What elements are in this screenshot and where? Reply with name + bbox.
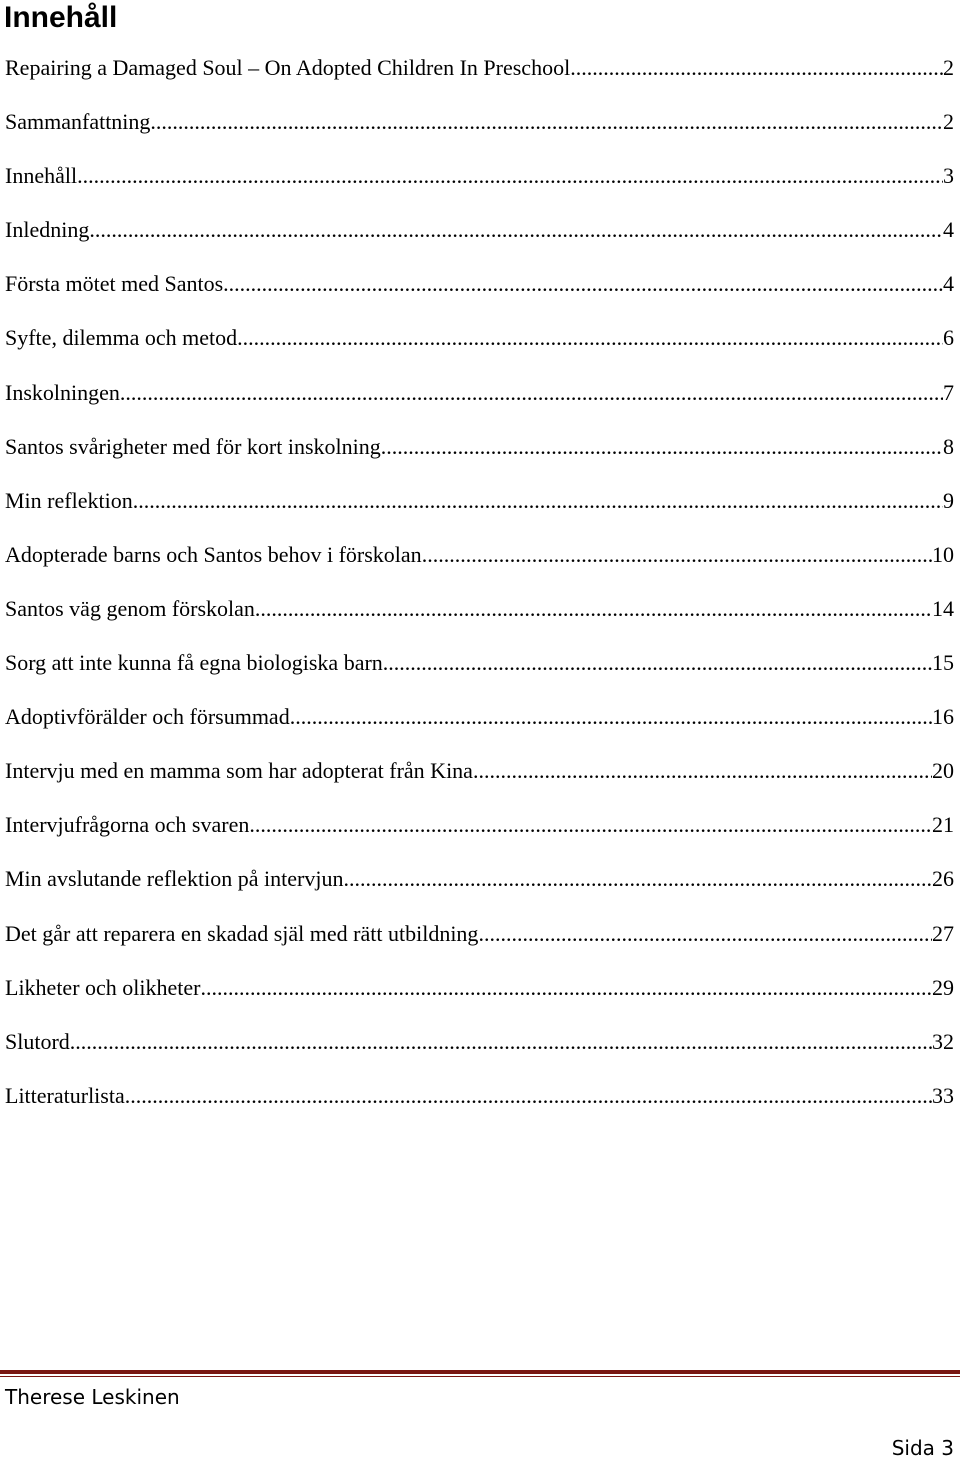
toc-entry[interactable]	[5, 537, 954, 591]
toc-entry-page: 27	[932, 920, 954, 946]
footer-rule-thin	[0, 1376, 960, 1377]
toc-entry-title: Inskolningen	[5, 379, 120, 405]
toc-entry[interactable]	[5, 861, 954, 915]
toc-entry[interactable]	[5, 807, 954, 861]
toc-entry-title: Likheter och olikheter	[5, 974, 201, 1000]
toc-entry-page: 14	[932, 595, 954, 621]
toc-dot-leader	[381, 429, 943, 465]
toc-dot-leader	[200, 970, 932, 1006]
page-title: Innehåll	[4, 1, 118, 34]
toc-dot-leader	[120, 375, 943, 411]
toc-entry[interactable]	[5, 1024, 954, 1078]
toc-entry-title: Intervjufrågorna och svaren	[5, 812, 250, 838]
toc-entry-page: 3	[943, 163, 954, 189]
toc-entry[interactable]	[5, 591, 954, 645]
toc-entry-title: Det går att reparera en skadad själ med rätt utbildning	[5, 920, 479, 946]
toc-entry[interactable]	[5, 158, 954, 212]
toc-entry-title: Sammanfattning	[5, 109, 151, 135]
toc-entry-page: 32	[932, 1028, 954, 1054]
toc-entry-page: 9	[943, 487, 954, 513]
footer-rule-thick	[0, 1370, 960, 1374]
toc-dot-leader	[570, 50, 943, 86]
toc-entry-title: Min avslutande reflektion på intervjun	[5, 866, 344, 892]
toc-entry-page: 10	[932, 541, 954, 567]
toc-dot-leader	[478, 916, 932, 952]
toc-entry-page: 2	[943, 109, 954, 135]
toc-entry-page: 7	[943, 379, 954, 405]
toc-dot-leader	[343, 861, 932, 897]
toc-entry-title: Santos väg genom förskolan	[5, 595, 255, 621]
toc-entry-page: 6	[943, 325, 954, 351]
toc-dot-leader	[237, 320, 943, 356]
toc-entry[interactable]	[5, 375, 954, 429]
toc-entry-page: 4	[943, 271, 954, 297]
toc-entry-page: 2	[943, 55, 954, 80]
toc-entry[interactable]	[5, 970, 954, 1024]
toc-entry[interactable]	[5, 50, 954, 104]
toc-entry-page: 16	[932, 704, 954, 730]
toc-dot-leader	[422, 537, 932, 573]
toc-entry-page: 21	[932, 812, 954, 838]
toc-dot-leader	[290, 699, 932, 735]
toc-dot-leader	[133, 483, 943, 519]
table-of-contents	[5, 50, 954, 1132]
toc-entry-title: Sorg att inte kunna få egna biologiska barn	[5, 650, 383, 676]
toc-dot-leader	[125, 1078, 932, 1114]
toc-entry-title: Syfte, dilemma och metod	[5, 325, 238, 351]
toc-entry-title: Repairing a Damaged Soul – On Adopted Children In Preschool	[5, 55, 571, 80]
toc-dot-leader	[89, 212, 943, 248]
footer-rule	[0, 1370, 960, 1377]
toc-entry-title: Innehåll	[5, 163, 78, 189]
toc-entry-title: Intervju med en mamma som har adopterat från Kina	[5, 758, 473, 784]
toc-dot-leader	[77, 158, 943, 194]
toc-entry-title: Första mötet med Santos	[5, 271, 224, 297]
toc-entry[interactable]	[5, 753, 954, 807]
toc-entry-page: 15	[932, 650, 954, 676]
toc-entry-page: 26	[932, 866, 954, 892]
toc-entry[interactable]	[5, 483, 954, 537]
toc-entry[interactable]	[5, 212, 954, 266]
toc-entry-title: Min reflektion	[5, 487, 133, 513]
toc-entry-title: Adoptivförälder och försummad	[5, 704, 290, 730]
toc-dot-leader	[70, 1024, 932, 1060]
toc-dot-leader	[223, 266, 943, 302]
toc-entry-page: 4	[943, 217, 954, 243]
toc-entry-page: 29	[932, 974, 954, 1000]
toc-entry-title: Santos svårigheter med för kort inskolning	[5, 433, 381, 459]
toc-entry-title: Litteraturlista	[5, 1082, 125, 1108]
toc-dot-leader	[150, 104, 943, 140]
toc-dot-leader	[255, 591, 932, 627]
toc-entry[interactable]	[5, 429, 954, 483]
toc-entry-title: Adopterade barns och Santos behov i förskolan	[5, 541, 422, 567]
toc-entry[interactable]	[5, 104, 954, 158]
toc-entry-title: Slutord	[5, 1028, 70, 1054]
toc-dot-leader	[383, 645, 932, 681]
footer-page-number: Sida 3	[891, 1436, 954, 1460]
footer-author: Therese Leskinen	[5, 1385, 180, 1409]
toc-entry[interactable]	[5, 266, 954, 320]
toc-entry[interactable]	[5, 645, 954, 699]
toc-dot-leader	[249, 807, 932, 843]
toc-entry[interactable]	[5, 320, 954, 374]
toc-entry[interactable]	[5, 699, 954, 753]
toc-dot-leader	[473, 753, 932, 789]
toc-entry-page: 33	[932, 1082, 954, 1108]
toc-entry[interactable]	[5, 916, 954, 970]
toc-entry-title: Inledning	[5, 217, 90, 243]
toc-entry-page: 8	[943, 433, 954, 459]
toc-entry[interactable]	[5, 1078, 954, 1132]
toc-entry-page: 20	[932, 758, 954, 784]
